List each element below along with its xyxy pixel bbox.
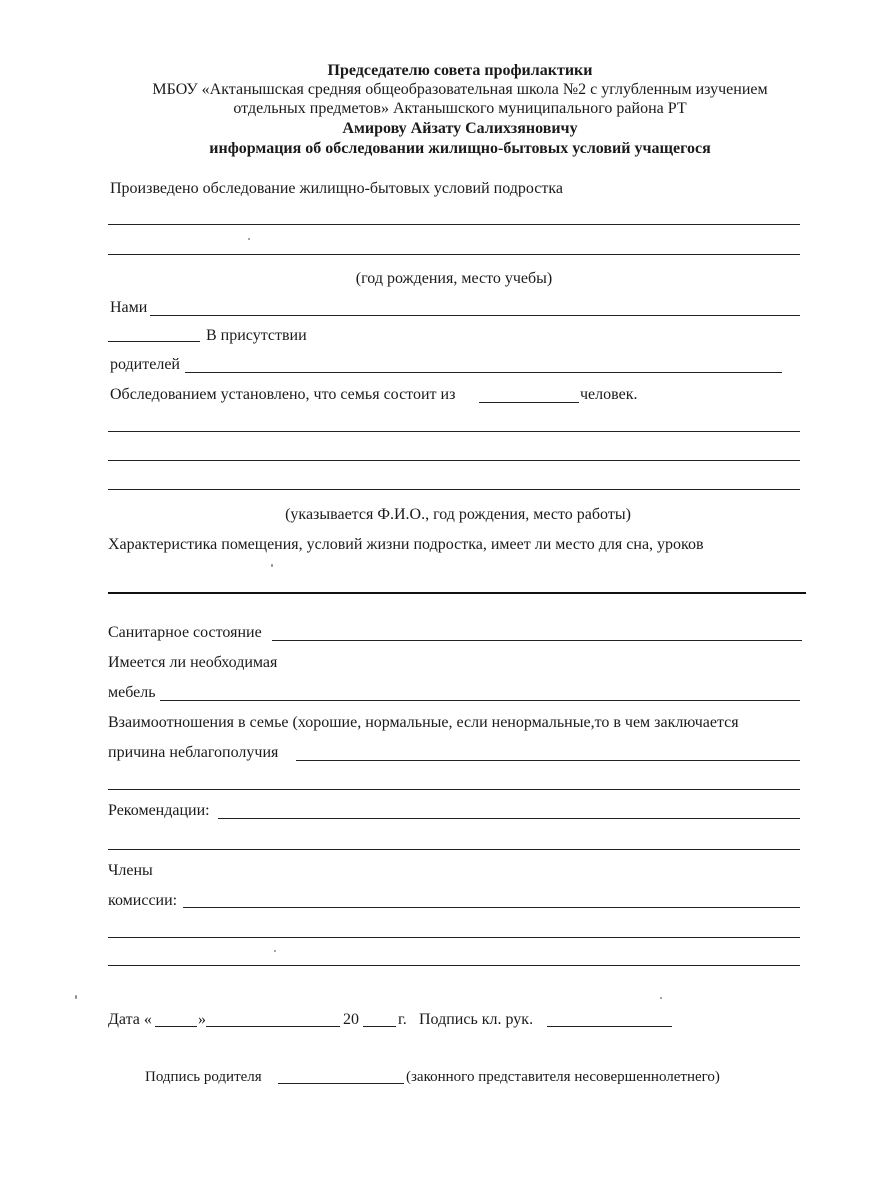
- parent-sign-blank[interactable]: [278, 1083, 404, 1084]
- commission-line-2[interactable]: [108, 937, 800, 938]
- presence-blank[interactable]: [108, 341, 200, 342]
- recommendations-line-2[interactable]: [108, 849, 800, 850]
- date-label: Дата «: [108, 1011, 152, 1028]
- header-addressee: Председателю совета профилактики: [327, 62, 593, 79]
- scan-speck: [660, 997, 662, 999]
- survey-intro-label: Произведено обследование жилищно-бытовых условий подростка: [110, 180, 564, 197]
- commission-label: комиссии:: [108, 892, 178, 909]
- family-label: Обследованием установлено, что семья состоит из: [110, 386, 456, 403]
- trouble-cause-label: причина неблагополучия: [108, 744, 279, 761]
- by-us-label: Нами: [110, 299, 148, 316]
- family-relations-label: Взаимоотношения в семье (хорошие, нормальные, если ненормальные,то в чем заключается: [108, 714, 739, 731]
- year-prefix: 20: [343, 1011, 359, 1028]
- date-day-blank[interactable]: [155, 1026, 197, 1027]
- furniture-label: мебель: [108, 684, 156, 701]
- presence-label: В присутствии: [206, 327, 307, 344]
- parents-line[interactable]: [185, 372, 782, 373]
- room-characteristic-line[interactable]: [108, 592, 806, 594]
- recommendations-label: Рекомендации:: [108, 802, 210, 819]
- family-line-3[interactable]: [108, 489, 800, 490]
- scan-speck: [274, 950, 276, 952]
- birth-caption: (год рождения, место учебы): [355, 270, 553, 287]
- date-close-quote: »: [198, 1011, 206, 1028]
- relations-extra-line[interactable]: [108, 789, 800, 790]
- commission-line-3[interactable]: [108, 965, 800, 966]
- sanitary-label: Санитарное состояние: [108, 624, 262, 641]
- room-characteristic-label: Характеристика помещения, условий жизни подростка, имеет ли место для сна, уроков: [108, 536, 704, 553]
- sanitary-line[interactable]: [272, 640, 802, 641]
- scan-speck: [248, 238, 250, 240]
- furniture-question-label: Имеется ли необходимая: [108, 654, 278, 671]
- header-school-line2: отдельных предметов» Актанышского муниципального района РТ: [233, 100, 687, 117]
- document-title: информация об обследовании жилищно-бытовых условий учащегося: [209, 140, 711, 157]
- family-line-1[interactable]: [108, 431, 800, 432]
- legal-representative-label: (законного представителя несовершеннолетнего): [406, 1069, 720, 1085]
- family-count-blank[interactable]: [479, 402, 579, 403]
- recommendations-line-1[interactable]: [218, 818, 800, 819]
- teacher-sign-label: Подпись кл. рук.: [419, 1011, 534, 1028]
- header-chair-name: Амирову Айзату Салихзяновичу: [342, 120, 578, 137]
- header-school-line1: МБОУ «Актанышская средняя общеобразовательная школа №2 с углубленным изучением: [152, 81, 768, 98]
- teacher-sign-blank[interactable]: [547, 1026, 672, 1027]
- members-label: Члены: [108, 862, 153, 879]
- year-blank[interactable]: [363, 1026, 396, 1027]
- date-month-blank[interactable]: [206, 1026, 340, 1027]
- family-line-2[interactable]: [108, 460, 800, 461]
- year-suffix: г.: [398, 1011, 407, 1028]
- furniture-line[interactable]: [160, 700, 800, 701]
- commission-line-1[interactable]: [183, 907, 800, 908]
- by-us-line[interactable]: [150, 315, 800, 316]
- parents-label: родителей: [110, 356, 180, 373]
- teen-info-line-1[interactable]: [108, 224, 800, 225]
- scan-speck: [271, 564, 273, 567]
- fio-caption: (указывается Ф.И.О., год рождения, место работы): [285, 506, 631, 523]
- scan-speck: [75, 995, 77, 999]
- teen-info-line-2[interactable]: [108, 254, 800, 255]
- trouble-cause-line[interactable]: [296, 760, 800, 761]
- persons-label: человек.: [580, 386, 638, 403]
- parent-sign-label: Подпись родителя: [145, 1069, 262, 1085]
